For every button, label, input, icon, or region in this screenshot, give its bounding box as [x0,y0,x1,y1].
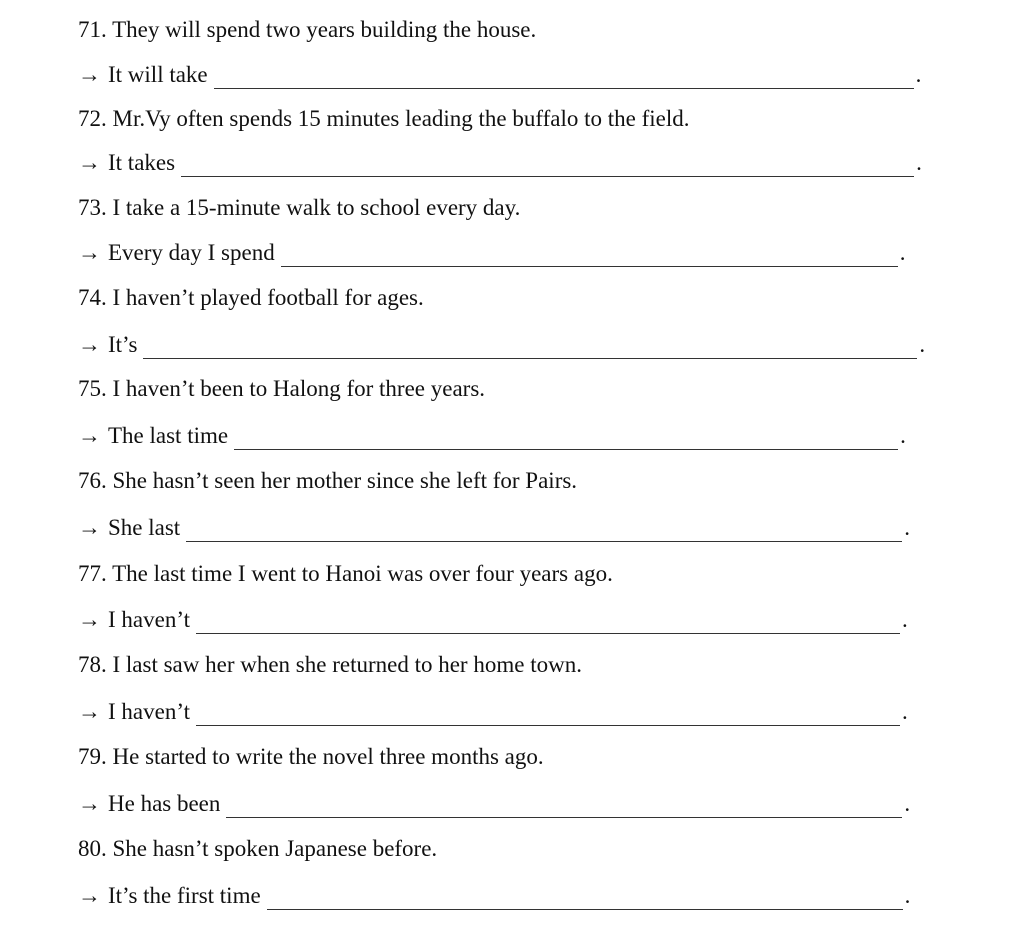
question-71: 71. They will spend two years building the house. [78,17,537,42]
arrow-icon: → [78,423,101,448]
question-77: 77. The last time I went to Hanoi was over four years ago. [78,561,613,586]
answer-blank-80[interactable] [267,887,903,910]
answer-prompt-73: Every day I spend [108,240,275,265]
answer-row-74 [78,330,925,360]
period-71: . [915,62,922,87]
answer-prompt-78: I haven’t [108,699,190,724]
answer-prompt-77: I haven’t [108,607,190,632]
period-80: . [904,883,911,908]
arrow-icon: → [78,607,101,632]
arrow-icon: → [78,699,101,724]
answer-blank-76[interactable] [186,519,902,542]
arrow-icon: → [78,515,101,540]
question-74: 74. I haven’t played football for ages. [78,285,424,310]
arrow-icon: → [78,883,101,908]
question-78: 78. I last saw her when she returned to her home town. [78,652,582,677]
answer-row-79 [78,789,910,819]
question-73: 73. I take a 15-minute walk to school every day. [78,195,521,220]
answer-blank-71[interactable] [214,66,914,89]
answer-row-76 [78,513,910,543]
answer-prompt-76: She last [108,515,181,540]
answer-blank-73[interactable] [281,244,898,267]
answer-blank-78[interactable] [196,703,900,726]
answer-prompt-79: He has been [108,791,221,816]
arrow-icon: → [78,240,101,265]
question-76: 76. She hasn’t seen her mother since she left for Pairs. [78,468,578,493]
period-79: . [904,791,911,816]
answer-blank-72[interactable] [181,154,914,177]
answer-row-73 [78,238,905,268]
period-75: . [900,423,906,448]
answer-prompt-72: It takes [108,150,176,175]
question-79: 79. He started to write the novel three months ago. [78,744,544,769]
answer-row-71 [78,60,921,90]
answer-blank-75[interactable] [234,427,898,450]
period-78: . [901,699,908,724]
question-80: 80. She hasn’t spoken Japanese before. [78,836,438,861]
answer-blank-74[interactable] [143,336,917,359]
answer-row-78 [78,697,908,727]
answer-row-77 [78,605,908,635]
question-72: 72. Mr.Vy often spends 15 minutes leading the buffalo to the field. [78,106,690,131]
arrow-icon: → [78,791,101,816]
answer-blank-77[interactable] [196,611,900,634]
answer-prompt-74: It’s [108,332,138,357]
arrow-icon: → [78,62,101,87]
answer-prompt-75: The last time [108,423,229,448]
period-73: . [899,240,906,265]
question-75: 75. I haven’t been to Halong for three years. [78,376,486,401]
arrow-icon: → [78,332,101,357]
period-72: . [916,150,922,175]
period-76: . [904,515,910,540]
period-77: . [901,607,908,632]
answer-blank-79[interactable] [226,795,902,818]
answer-prompt-80: It’s the first time [108,883,261,908]
answer-row-80 [78,881,910,911]
arrow-icon: → [78,150,101,175]
answer-row-75 [78,421,906,451]
period-74: . [919,332,926,357]
answer-row-72 [78,148,922,178]
answer-prompt-71: It will take [108,62,208,87]
